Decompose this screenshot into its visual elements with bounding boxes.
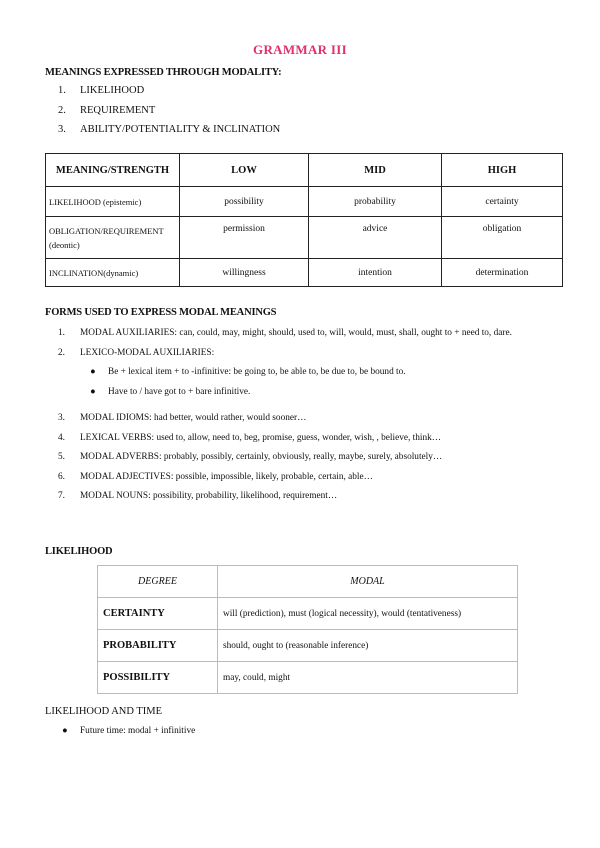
likelihood-heading: LIKELIHOOD [45, 546, 113, 557]
list-item: 1. MODAL AUXILIARIES: can, could, may, might, should, used to, will, would, must, shall, ought to + need to, dare. [58, 328, 512, 338]
degree-cell: CERTAINTY [98, 598, 218, 630]
meanings-list [58, 81, 280, 140]
modal-cell: should, ought to (reasonable inference) [218, 630, 518, 662]
list-item: 3. ABILITY/POTENTIALITY & INCLINATION [58, 124, 281, 136]
table-cell: willingness [180, 259, 309, 287]
bullet-item: ● Future time: modal + infinitive [62, 726, 196, 736]
header-cell: HIGH [442, 154, 563, 187]
row-label: LIKELIHOOD (epistemic) [46, 187, 180, 217]
list-item: 6. MODAL ADJECTIVES: possible, impossible, likely, probable, certain, able… [58, 471, 373, 482]
forms-list [58, 324, 563, 507]
header-cell: MID [309, 154, 442, 187]
header-cell: LOW [180, 154, 309, 187]
header-cell: DEGREE [98, 566, 218, 598]
likelihood-table [97, 565, 518, 694]
table-cell: obligation [442, 217, 563, 259]
modal-cell: will (prediction), must (logical necessity), would (tentativeness) [218, 598, 518, 630]
strength-table [45, 153, 563, 287]
header-cell: MEANING/STRENGTH [46, 154, 180, 187]
bullet-item: ● Be + lexical item + to -infinitive: be going to, be able to, be due to, be bound to. [90, 367, 406, 377]
list-item: 3. MODAL IDIOMS: had better, would rather, would sooner… [58, 413, 307, 423]
table-row [98, 630, 518, 662]
list-item: 7. MODAL NOUNS: possibility, probability, likelihood, requirement… [58, 491, 338, 501]
list-item: 1. LIKELIHOOD [58, 85, 145, 97]
list-item: 4. LEXICAL VERBS: used to, allow, need to, beg, promise, guess, wonder, wish, , believe, think… [58, 432, 442, 443]
row-label: OBLIGATION/REQUIREMENT (deontic) [46, 217, 180, 259]
table-row [98, 662, 518, 694]
modal-cell: may, could, might [218, 662, 518, 694]
table-row [46, 259, 563, 287]
list-item: 2. REQUIREMENT [58, 104, 156, 116]
list-item: 5. MODAL ADVERBS: probably, possibly, certainly, obviously, really, maybe, surely, absolutely… [58, 452, 443, 462]
table-header-row [98, 566, 518, 598]
table-cell: possibility [180, 187, 309, 217]
table-cell: determination [442, 259, 563, 287]
table-cell: probability [309, 187, 442, 217]
table-cell: permission [180, 217, 309, 259]
table-cell: certainty [442, 187, 563, 217]
row-label: INCLINATION(dynamic) [46, 259, 180, 287]
table-cell: advice [309, 217, 442, 259]
list-item: 2. LEXICO-MODAL AUXILIARIES: [58, 347, 215, 358]
degree-cell: PROBABILITY [98, 630, 218, 662]
table-row [46, 217, 563, 259]
bullet-item: ● Have to / have got to + bare infinitive. [90, 386, 251, 397]
table-row [46, 187, 563, 217]
table-row [98, 598, 518, 630]
time-heading: LIKELIHOOD AND TIME [45, 706, 163, 717]
table-header-row [46, 154, 563, 187]
table-cell: intention [309, 259, 442, 287]
header-cell: MODAL [218, 566, 518, 598]
page-title: GRAMMAR III [253, 42, 347, 57]
degree-cell: POSSIBILITY [98, 662, 218, 694]
forms-heading: FORMS USED TO EXPRESS MODAL MEANINGS [45, 307, 277, 318]
meanings-heading: MEANINGS EXPRESSED THROUGH MODALITY: [45, 67, 282, 78]
